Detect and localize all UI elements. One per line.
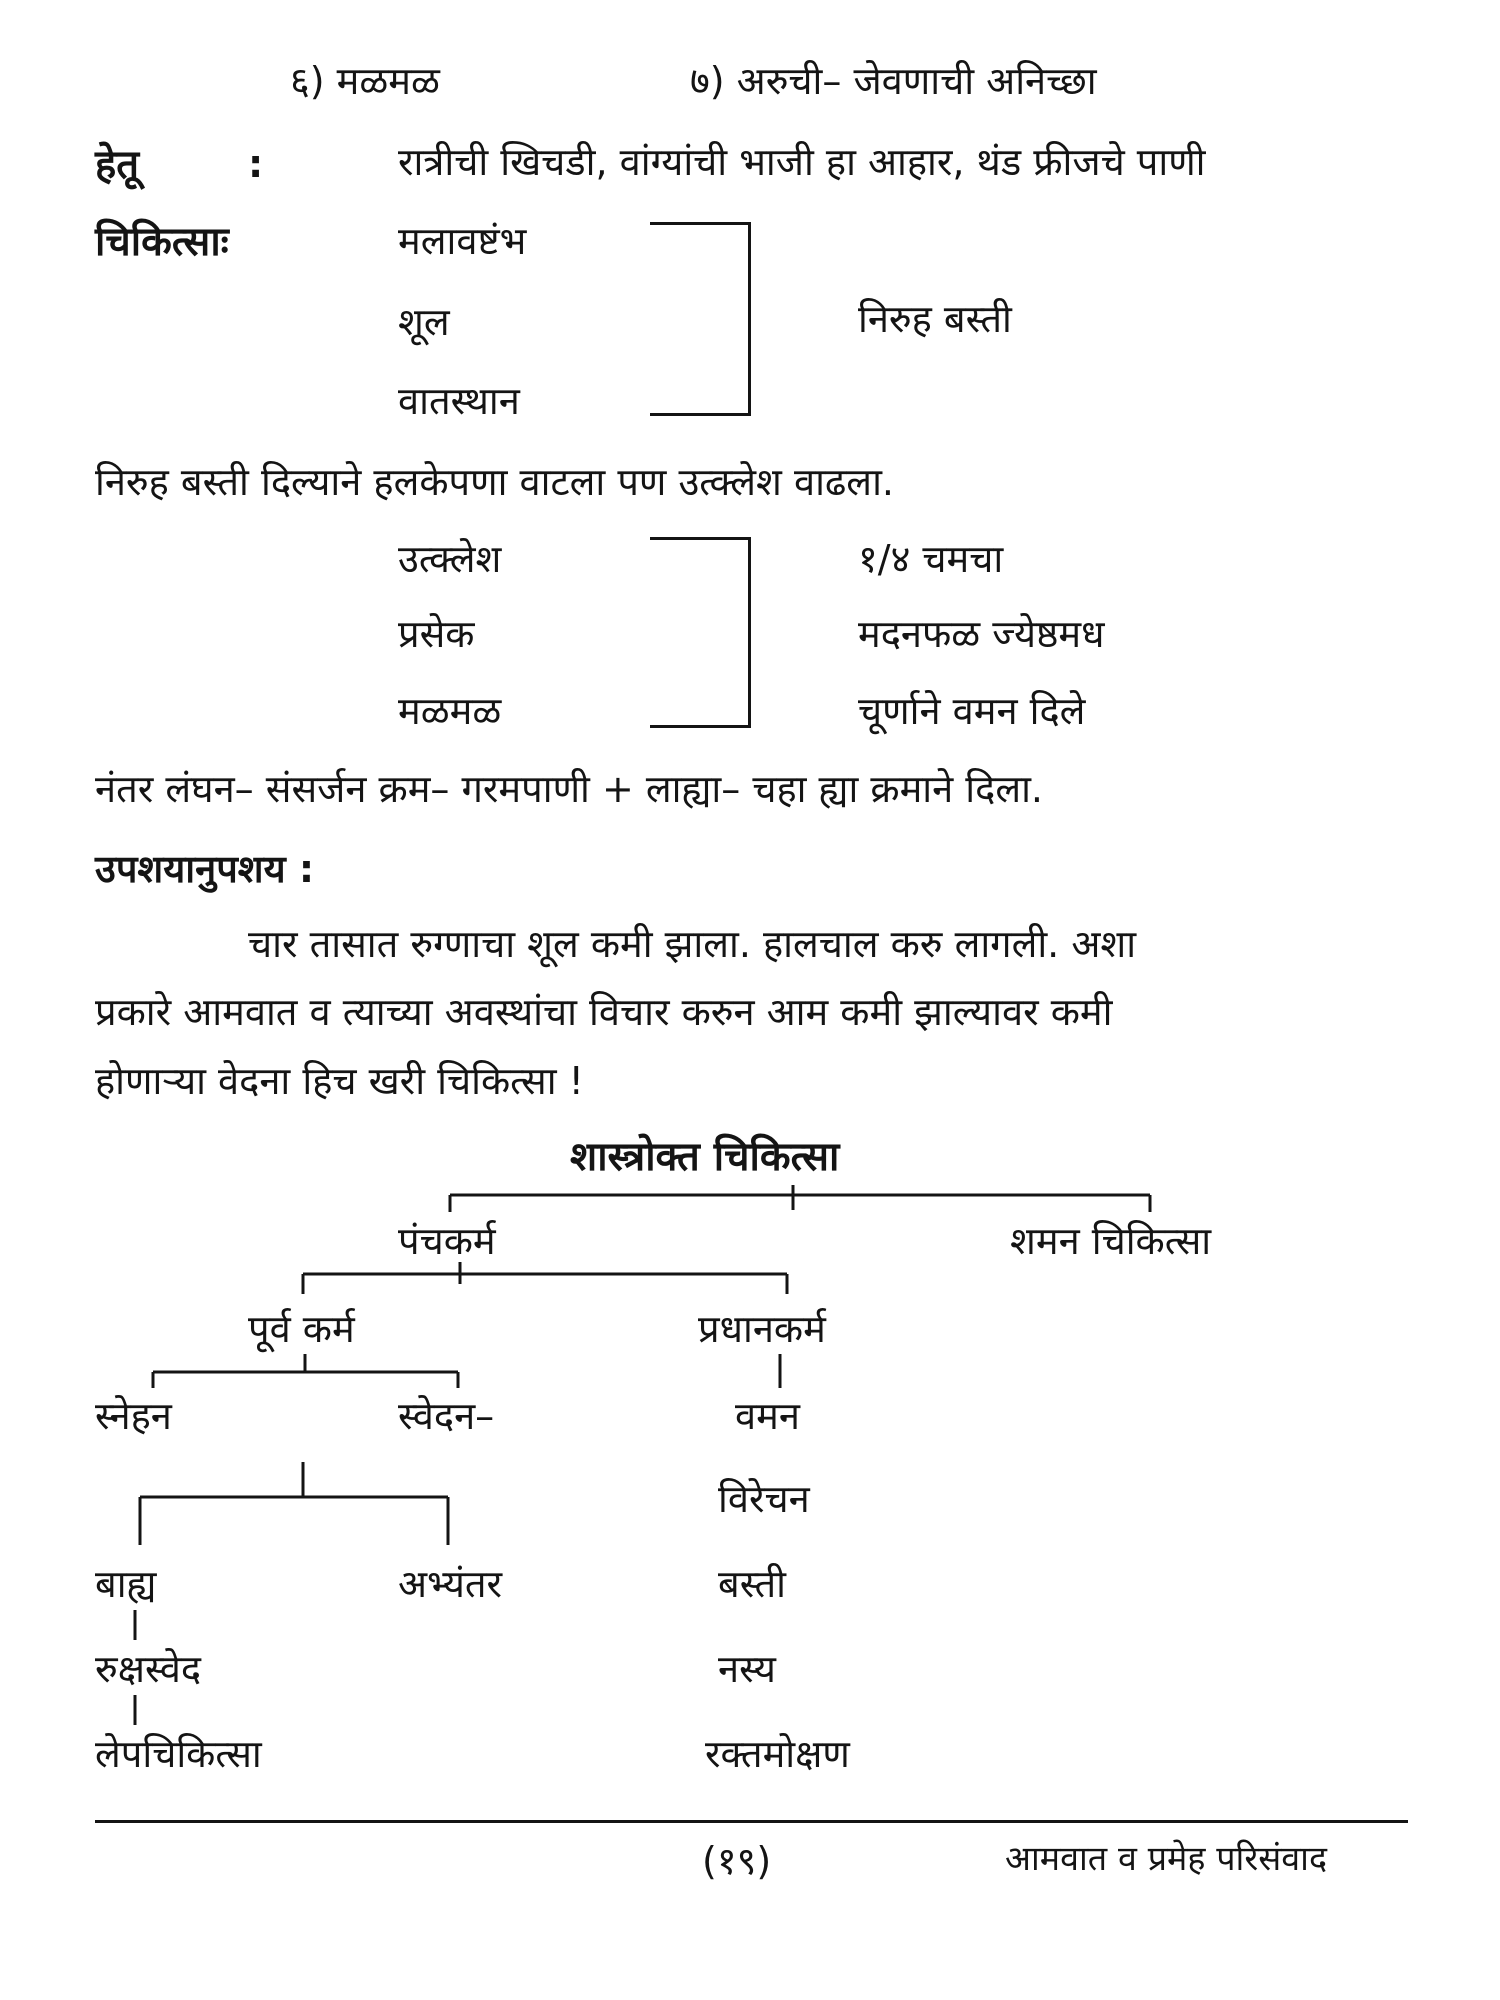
utklesh-treatment-1: १/४ चमचा (858, 537, 1004, 581)
niruha-result-line: निरुह बस्ती दिल्याने हलकेपणा वाटला पण उत्क्लेश वाढला. (95, 460, 894, 504)
paragraph-line-3: होणाऱ्या वेदना हिच खरी चिकित्सा ! (95, 1059, 584, 1103)
tree-abhyantar: अभ्यंतर (398, 1562, 503, 1606)
hetu-colon: : (248, 142, 264, 186)
tree-pradhana-item-3: बस्ती (718, 1562, 786, 1606)
tree-rukshasweda: रुक्षस्वेद (95, 1647, 202, 1691)
hetu-label: हेतू (95, 142, 140, 188)
tree-root: शास्त्रोक्त चिकित्सा (570, 1134, 840, 1180)
list-item-6: ६) मळमळ (290, 59, 440, 103)
utklesh-symptom-3: मळमळ (398, 689, 502, 733)
page-number: (१९) (702, 1839, 772, 1883)
book-title: आमवात व प्रमेह परिसंवाद (1005, 1839, 1328, 1879)
tree-pradhana-karma: प्रधानकर्म (698, 1307, 826, 1351)
tree-bahya: बाह्य (95, 1562, 157, 1606)
tree-snehan: स्नेहन (95, 1394, 172, 1438)
paragraph-line-2: प्रकारे आमवात व त्याच्या अवस्थांचा विचार करुन आम कमी झाल्यावर कमी (95, 990, 1113, 1034)
hetu-text: रात्रीची खिचडी, वांग्यांची भाजी हा आहार, थंड फ्रीजचे पाणी (398, 140, 1206, 184)
chikitsa-symptom-3: वातस्थान (398, 379, 520, 423)
footer-divider (95, 1820, 1408, 1823)
tree-lepachikitsa: लेपचिकित्सा (95, 1732, 262, 1776)
utklesh-symptom-1: उत्क्लेश (398, 537, 502, 581)
tree-shaman: शमन चिकित्सा (1010, 1219, 1212, 1263)
paragraph-line-1: चार तासात रुग्णाचा शूल कमी झाला. हालचाल करु लागली. अशा (248, 922, 1137, 966)
tree-purva-karma: पूर्व कर्म (248, 1307, 355, 1351)
utklesh-treatment-3: चूर्णाने वमन दिले (858, 689, 1086, 733)
chikitsa-treatment: निरुह बस्ती (858, 297, 1012, 341)
tree-pradhana-item-5: रक्तमोक्षण (705, 1732, 850, 1776)
utklesh-symptom-2: प्रसेक (398, 612, 475, 656)
tree-swedan: स्वेदन– (398, 1394, 495, 1438)
utklesh-treatment-2: मदनफळ ज्येष्ठमध (858, 612, 1105, 656)
langhan-line: नंतर लंघन– संसर्जन क्रम– गरमपाणी + लाह्या– चहा ह्या क्रमाने दिला. (95, 767, 1044, 811)
tree-pradhana-item-1: वमन (735, 1394, 800, 1438)
upashaya-heading: उपशयानुपशय : (95, 847, 315, 891)
tree-pradhana-item-2: विरेचन (718, 1477, 810, 1521)
chikitsa-symptom-1: मलावष्टंभ (398, 219, 527, 263)
tree-panchakarma: पंचकर्म (398, 1219, 496, 1263)
chikitsa-label: चिकित्साः (95, 219, 229, 265)
chikitsa-symptom-2: शूल (398, 300, 450, 344)
list-item-7: ७) अरुची– जेवणाची अनिच्छा (690, 59, 1097, 103)
tree-pradhana-item-4: नस्य (718, 1647, 776, 1691)
